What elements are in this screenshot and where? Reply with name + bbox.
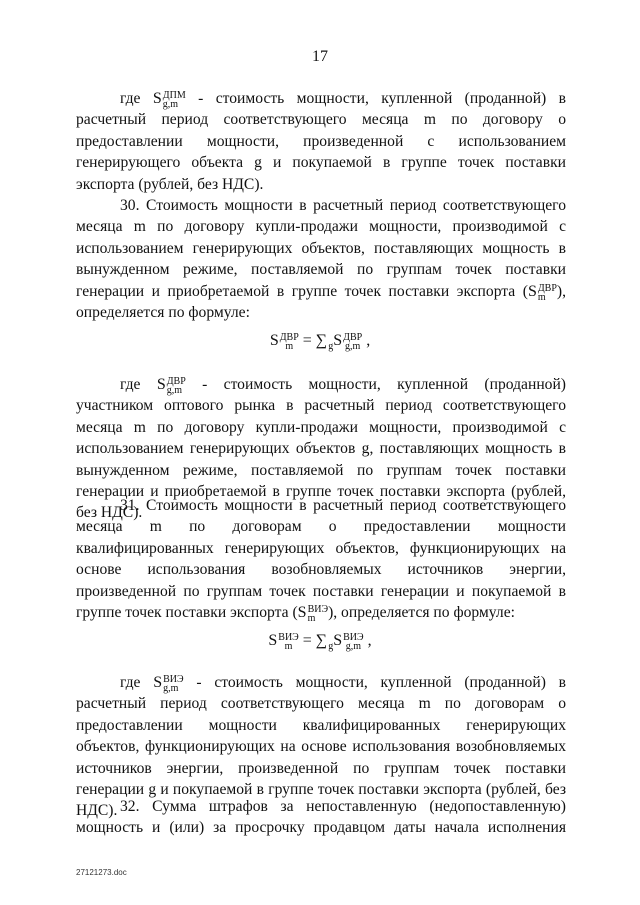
symbol-s: S <box>156 376 166 393</box>
lead-word: где <box>120 90 141 107</box>
symbol-indices: ВИЭ m <box>307 604 329 625</box>
symbol-s: S <box>297 604 307 622</box>
page-number: 17 <box>312 48 328 65</box>
paragraph-text: - стоимость мощности, купленной (проданной) в расчетный период соответствующего месяца m по договору о предоставлении мощности, произведенной с использованием генерирующего объекта g и покупаемой в группе точек поставки экспорта (рублей, без НДС). <box>76 90 567 193</box>
paragraph-text: 31. Стоимость мощности в расчетный период соответствующего месяца m по договорам о предоставлении мощности квалифицированных генерирующих объектов, функционирующих на основе использования возобновляемых источников энергии, произведенной по группам точек поставки генерации и покупаемой в группе точек поставки экспорта ( <box>76 497 566 622</box>
symbol-indices: ДВР g,m <box>166 376 186 396</box>
document-filename: 27121273.doc <box>76 868 127 877</box>
lead-word: где <box>120 674 141 691</box>
symbol-s: S <box>152 90 162 107</box>
formula-vie: S ВИЭ m = ∑ g S ВИЭ g,m , <box>268 632 372 652</box>
paragraph-text: 30. Стоимость мощности в расчетный период соответствующего месяца m по договору купли-продажи мощности, производимой с использованием генерирующих объектов, поставляющих мощность в вынужденном режиме, поставляемой по группам точек поставки генерации и приобретаемой в группе точек поставки экспорта ( <box>76 197 566 300</box>
paragraph-text: 32. Сумма штрафов за непоставленную (недопоставленную) мощность и (или) за просрочку продавцом даты начала исполнения <box>76 798 566 837</box>
symbol-s: S <box>153 674 163 691</box>
paragraph-text: - стоимость мощности, купленной (проданной) участником оптового рынка в расчетный период соответствующего месяца m по договору купли-продажи мощности, производимой с использованием генерирующих объектов g, поставляющих мощность в вынужденном режиме, поставляемой по группам точек поставки генерации и приобретаемой в группе точек поставки экспорта (рублей, без НДС). <box>76 376 566 522</box>
lead-word: где <box>120 376 141 393</box>
paragraph-dpm-definition <box>76 88 566 195</box>
formula-dvr: S ДВР m = ∑ g S ДВР g,m , <box>269 332 371 352</box>
paragraph-31 <box>76 495 566 623</box>
paragraph-30 <box>76 195 566 323</box>
symbol-indices: ДПМ g,m <box>162 90 186 110</box>
paragraph-text: - стоимость мощности, купленной (проданной) в расчетный период соответствующего месяца m по договорам о предоставлении мощности квалифицированных генерирующих объектов, функционирующих на основе использования возобновляемых источников энергии, произведенной по группам точек поставки генерации g и покупаемой в группе точек поставки экспорта (рублей, без НДС). <box>76 674 566 820</box>
symbol-indices: ДВР m <box>537 282 557 303</box>
symbol-indices: ВИЭ g,m <box>163 674 184 694</box>
symbol-s: S <box>527 282 537 300</box>
paragraph-32 <box>76 796 566 839</box>
paragraph-tail: ), определяется по формуле: <box>328 604 515 622</box>
paragraph-tail: ), определяется по формуле: <box>76 282 566 322</box>
